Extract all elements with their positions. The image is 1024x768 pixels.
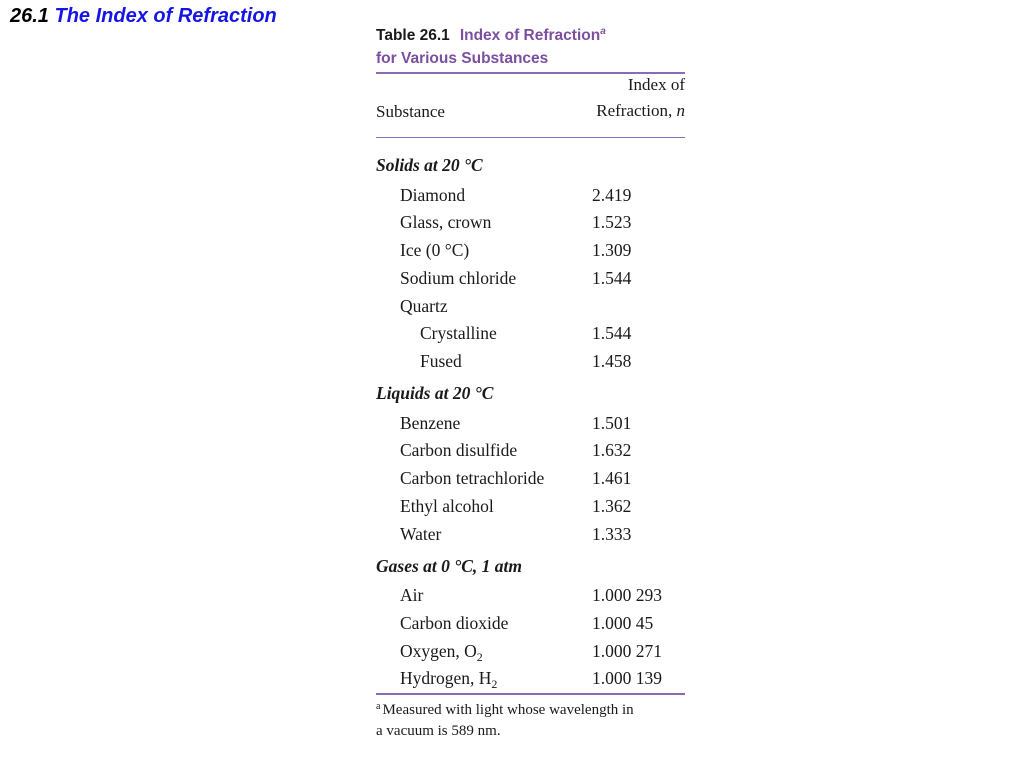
group-heading: [376, 551, 685, 583]
chemical-subscript: 2: [476, 649, 483, 664]
substance-name: Air: [400, 585, 424, 606]
refraction-index-value: 1.461: [592, 468, 632, 489]
substance-name: Carbon dioxide: [400, 612, 509, 633]
table-row: [376, 237, 685, 265]
substance-name: Diamond: [400, 184, 466, 205]
substance-name: Benzene: [400, 412, 461, 433]
refraction-index-value: 1.000 139: [592, 668, 662, 689]
column-header-index: Index of Refraction, n: [596, 74, 685, 120]
substance-name: Quartz: [400, 295, 448, 316]
table-row: [376, 465, 685, 493]
table-body: [376, 138, 685, 693]
substance-name: Carbon tetrachloride: [400, 468, 545, 489]
table-column-headers: [376, 74, 685, 137]
section-number: 26.1: [10, 5, 49, 27]
footnote-marker: a: [376, 700, 381, 712]
refraction-table: [376, 20, 685, 743]
table-row: [376, 410, 685, 438]
substance-name: Crystalline: [420, 323, 497, 344]
table-row: [376, 265, 685, 293]
refraction-index-value: 1.000 45: [592, 612, 654, 633]
refraction-index-value: 1.362: [592, 495, 632, 516]
slide-title: [10, 5, 277, 28]
refraction-index-value: 1.544: [592, 267, 632, 288]
table-row: [376, 437, 685, 465]
group-label: Liquids at 20 °C: [376, 383, 494, 404]
refraction-index-value: 1.544: [592, 323, 632, 344]
substance-name: Oxygen, $O_2$: [400, 640, 483, 664]
substance-name: Sodium chloride: [400, 267, 517, 288]
substance-name: Water: [400, 523, 442, 544]
table-caption-subtitle: for Various Substances: [376, 50, 549, 68]
table-caption: [376, 20, 685, 72]
substance-name: Ice (0 °C): [400, 240, 470, 261]
refraction-index-value: 1.523: [592, 212, 632, 233]
table-row: [376, 521, 685, 549]
refraction-index-value: 2.419: [592, 184, 632, 205]
table-number: Table 26.1: [376, 27, 450, 45]
substance-name: Glass, crown: [400, 212, 492, 233]
group-label: Gases at 0 °C, 1 atm: [376, 555, 523, 576]
table-row: [376, 493, 685, 521]
table-row: [376, 348, 685, 376]
refraction-index-value: 1.309: [592, 240, 632, 261]
substance-name: Hydrogen, $H_2$: [400, 668, 498, 692]
table-row: [376, 610, 685, 638]
table-row: [376, 182, 685, 210]
substance-name: Fused: [420, 351, 462, 372]
table-row: [376, 582, 685, 610]
table-row: [376, 638, 685, 666]
group-heading: [376, 378, 685, 410]
refraction-index-value: 1.632: [592, 440, 632, 461]
refraction-index-value: 1.000 271: [592, 640, 662, 661]
table-row: [376, 209, 685, 237]
slide-title-text: The Index of Refraction: [54, 5, 277, 27]
refraction-index-value: 1.501: [592, 412, 632, 433]
table-footnote: $^a$ Measured with light whose wavelength in a vacuum is 589 nm.: [376, 700, 634, 740]
column-header-substance: Substance: [376, 101, 445, 121]
table-caption-title: Index of Refraction: [459, 27, 601, 45]
table-row: [376, 320, 685, 348]
caption-footnote-marker: a: [600, 26, 606, 37]
group-label: Solids at 20 °C: [376, 155, 483, 175]
table-row: [376, 665, 685, 693]
refraction-index-value: 1.000 293: [592, 585, 662, 606]
chemical-subscript: 2: [491, 677, 498, 692]
substance-name: Carbon disulfide: [400, 440, 518, 461]
group-heading: [376, 150, 685, 182]
substance-name: Ethyl alcohol: [400, 495, 494, 516]
table-row: [376, 293, 685, 321]
refraction-index-value: 1.333: [592, 523, 632, 544]
refraction-index-value: 1.458: [592, 351, 632, 372]
